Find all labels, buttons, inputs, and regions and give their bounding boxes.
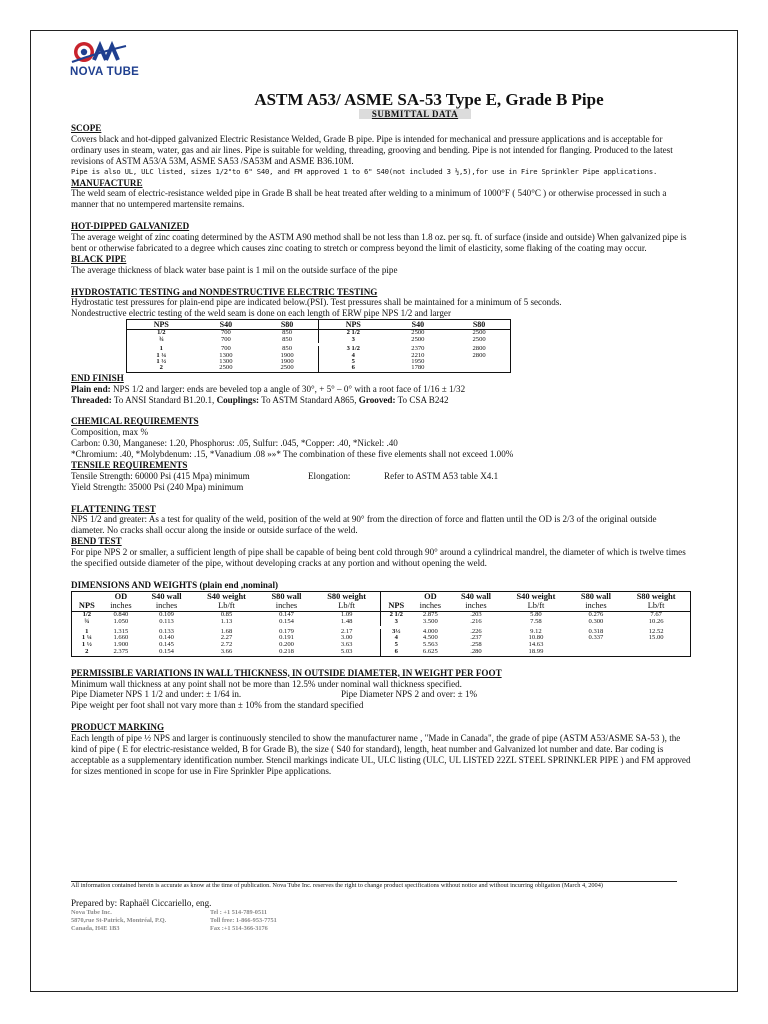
table-row — [127, 346, 511, 372]
cell-value: 7.58 — [530, 617, 542, 625]
cell-value: 0.109 — [159, 610, 174, 618]
threaded-text: To ANSI Standard B1.20.1, — [111, 394, 217, 405]
cell-value: 700 — [220, 329, 231, 337]
cell-value: .258 — [470, 641, 482, 649]
cell-value: 2800 — [472, 345, 486, 353]
chemical-heading: CHEMICAL REQUIREMENTS — [71, 416, 199, 427]
cell-value: 0.276 — [588, 610, 604, 618]
cell-value: 1/2 — [82, 610, 92, 618]
cell-value: 2370 — [411, 345, 425, 353]
variations-line-2a: Pipe Diameter NPS 1 1/2 and under: ± 1/64 in. — [71, 689, 242, 700]
company-address — [71, 909, 166, 934]
dimensions-heading: DIMENSIONS AND WEIGHTS (plain end ,nominal) — [71, 579, 279, 590]
cell-value: 700 — [220, 335, 231, 343]
cell-value: 2500 — [411, 335, 425, 343]
table-cell — [140, 611, 193, 625]
table-header: S40 wall — [460, 591, 491, 601]
table-header: S80 — [256, 320, 318, 330]
cell-value: 0.133 — [159, 627, 174, 635]
cell-value: 3 — [351, 335, 355, 343]
elongation-label: Elongation: — [308, 470, 351, 481]
cell-value: 0.300 — [588, 617, 604, 625]
cell-value: 2 — [159, 364, 163, 372]
table-cell — [388, 330, 449, 343]
galvanized-heading: HOT-DIPPED GALVANIZED — [71, 221, 190, 232]
scope-heading: SCOPE — [71, 123, 102, 133]
hydro-text-2: Nondestructive electric testing of the weld seam is done on each length of ERW pipe NPS 1/2 and larger — [71, 308, 451, 319]
chemical-line-3: *Chromium: .40, *Molybdenum: .15, *Vanadium .08 »»* The combination of these five elements shall not exceed 1.00% — [71, 449, 514, 460]
cell-value: 0.85 — [220, 610, 233, 618]
company-contact — [210, 909, 277, 934]
scope-text-2: Pipe is also UL, ULC listed, sizes 1/2"to 6" S40, and FM approved 1 to 6" S40(not included 3 ½,5),for use in Fire Sprinkler Pipe applications. — [71, 166, 658, 176]
table-cell — [411, 629, 450, 657]
cell-value: 1/2 — [157, 329, 166, 337]
table-header: NPS — [381, 591, 411, 611]
table-header: S40 wall — [151, 591, 182, 601]
end-finish-threaded — [71, 395, 691, 406]
cell-value: 0.191 — [279, 634, 294, 642]
cell-value: 0.179 — [279, 627, 294, 635]
table-unit: inches — [450, 601, 503, 611]
cell-value: 2800 — [472, 351, 486, 359]
cell-value: 10.80 — [528, 634, 544, 642]
cell-value: 3.63 — [340, 641, 353, 649]
table-cell — [102, 611, 141, 625]
cell-value: 1 ½ — [81, 641, 92, 649]
table-row — [72, 629, 691, 657]
logo-text: NOVA TUBE — [70, 66, 140, 78]
cell-value: 3.66 — [220, 647, 233, 655]
table-cell — [381, 611, 411, 625]
table-cell — [193, 611, 260, 625]
table-header: S40 — [388, 320, 449, 330]
cell-value: 1300 — [219, 351, 233, 359]
cell-value: 2500 — [472, 335, 486, 343]
table-cell — [260, 629, 313, 657]
table-cell — [388, 346, 449, 372]
cell-value: .203 — [470, 610, 482, 618]
cell-value: 1.13 — [220, 617, 233, 625]
cell-value: 0.218 — [279, 647, 294, 655]
table-cell — [448, 346, 510, 372]
cell-value: 2.375 — [113, 647, 129, 655]
couplings-label: Couplings: — [216, 394, 260, 405]
flattening-heading: FLATTENING TEST — [71, 503, 156, 514]
cell-value: 1950 — [411, 357, 425, 365]
cell-value: 3.500 — [422, 617, 438, 625]
table-cell — [502, 629, 569, 657]
table-cell — [570, 611, 623, 625]
table-header: S40 weight — [207, 591, 246, 601]
cell-value: 2 1/2 — [346, 329, 360, 337]
table-cell — [260, 611, 313, 625]
end-finish-plain — [71, 384, 691, 395]
table-header: OD — [114, 591, 128, 601]
cell-value — [571, 649, 622, 656]
cell-value: 0.200 — [279, 641, 294, 649]
cell-value: 4 — [394, 634, 398, 642]
grooved-label: Grooved: — [358, 394, 396, 405]
variations-line-1: Minimum wall thickness at any point shall not be more than 12.5% under nominal wall thickness specified. — [71, 678, 462, 689]
cell-value: 1 ¼ — [81, 634, 92, 642]
main-content — [71, 123, 691, 777]
cell-value: 0.154 — [159, 647, 174, 655]
cell-value: 10.26 — [648, 617, 664, 625]
table-cell — [313, 629, 381, 657]
cell-value: 1300 — [219, 357, 233, 365]
cell-value: 6 — [351, 364, 355, 372]
cell-value: 4.500 — [422, 634, 438, 642]
grooved-text: To CSA B242 — [395, 394, 449, 405]
cell-value: 5.03 — [340, 647, 353, 655]
flattening-text: NPS 1/2 and greater: As a test for quality of the weld, position of the weld at 90° from the direction of force and flatten until the OD is 2/3 of the original outside diameter. No cracks shall occur along the inside or outside surface of the weld. — [71, 514, 657, 536]
cell-value — [623, 649, 689, 656]
cell-value: 1.900 — [113, 641, 129, 649]
table-header: NPS — [127, 320, 196, 330]
cell-value: 1.09 — [340, 610, 353, 618]
disclaimer: All information contained herein is accurate as know at the time of publication. Nova Tube Inc. reserves the right to change product specifications without notice and without incurring obligation (March 4, 2004) — [71, 882, 603, 889]
variations-line-2b: Pipe Diameter NPS 2 and over: ± 1% — [341, 689, 478, 700]
tensile-strength: Tensile Strength: 60000 Psi (415 Mpa) minimum — [71, 470, 250, 481]
plain-end-text: NPS 1/2 and larger: ends are beveled top a angle of 30°, + 5° – 0° with a root face of 1/16 ± 1/32 — [110, 383, 466, 394]
cell-value: 1 ½ — [156, 357, 167, 365]
cell-value: 5.563 — [422, 641, 438, 649]
table-cell — [196, 346, 257, 372]
table-cell — [72, 629, 102, 657]
table-header: S40 — [196, 320, 257, 330]
table-cell — [127, 330, 196, 343]
cell-value: 15.00 — [648, 634, 664, 642]
cell-value: 1.68 — [220, 627, 233, 635]
cell-value: 12.52 — [648, 627, 664, 635]
scope-text: Covers black and hot-dipped galvanized Electric Resistance Welded, Grade B pipe. Pipe is intended for mechanical and pressure applications and is acceptable for ordinary uses in steam, water, gas and air lines. Pipe is suitable for welding, threading, grooving and bending. Pipe is not intended for flanging. Produced to the latest revisions of ASTM A53/A 53M, ASME SA53 /SA53M and ASME B36.10M. — [71, 133, 673, 166]
tensile-line-1 — [71, 471, 691, 482]
dimensions-table — [71, 591, 691, 657]
cell-value: 2.875 — [422, 610, 438, 618]
threaded-label: Threaded: — [71, 394, 112, 405]
cell-value: 1.050 — [113, 617, 129, 625]
address-line: Canada, H4E 1B3 — [71, 925, 120, 933]
cell-value: ¾ — [84, 617, 90, 625]
cell-value: 6.625 — [422, 647, 438, 655]
table-unit: Lb/ft — [622, 601, 690, 611]
table-header: S80 wall — [271, 591, 302, 601]
cell-value: 850 — [282, 345, 293, 353]
cell-value: 0.140 — [159, 634, 174, 642]
table-cell — [313, 611, 381, 625]
table-header: S80 weight — [327, 591, 367, 601]
contact-line: Fax :+1 514-366-3176 — [210, 925, 268, 933]
cell-value: 850 — [282, 335, 293, 343]
table-header: S80 wall — [580, 591, 611, 601]
table-row — [127, 330, 511, 343]
table-unit: Lb/ft — [502, 601, 569, 611]
table-cell — [450, 629, 503, 657]
table-cell — [450, 611, 503, 625]
cell-value: 2 1/2 — [389, 610, 403, 618]
cell-value: 0.113 — [159, 617, 174, 625]
table-header: S80 weight — [636, 591, 676, 601]
cell-value: 1 ¼ — [156, 351, 167, 359]
cell-value: 3½ — [392, 627, 401, 635]
bend-heading: BEND TEST — [71, 536, 122, 547]
address-line: 5870,rue St-Patrick, Montréal, P.Q. — [71, 917, 167, 925]
black-pipe-text: The average thickness of black water base paint is 1 mil on the outside surface of the pipe — [71, 264, 398, 275]
table-cell — [256, 346, 318, 372]
table-cell — [193, 629, 260, 657]
contact-line: Tel : +1 514-789-0511 — [210, 909, 268, 916]
table-cell — [196, 330, 257, 343]
cell-value: 3 1/2 — [346, 345, 360, 353]
cell-value: 1900 — [280, 351, 294, 359]
contact-line: Toll free: 1-866-953-7751 — [210, 917, 277, 925]
table-cell — [622, 611, 690, 625]
cell-value: 14.63 — [528, 641, 544, 649]
table-unit: inches — [411, 601, 450, 611]
marking-heading: PRODUCT MARKING — [71, 722, 165, 733]
cell-value: 2 — [85, 647, 89, 655]
table-unit: Lb/ft — [313, 601, 381, 611]
cell-value: 3 — [394, 617, 398, 625]
cell-value: 2500 — [472, 329, 486, 337]
table-cell — [318, 346, 387, 372]
cell-value: 2500 — [411, 329, 425, 337]
table-unit: Lb/ft — [193, 601, 260, 611]
cell-value: 1780 — [411, 364, 425, 372]
elongation-value: Refer to ASTM A53 table X4.1 — [384, 470, 499, 481]
cell-value: ¾ — [158, 335, 164, 343]
cell-value: .226 — [470, 627, 482, 635]
cell-value: 1.315 — [113, 627, 129, 635]
cell-value: .237 — [470, 634, 482, 642]
subtitle: SUBMITTAL DATA — [359, 109, 471, 119]
tensile-heading: TENSILE REQUIREMENTS — [71, 459, 188, 470]
table-cell — [140, 629, 193, 657]
cell-value: 1900 — [280, 357, 294, 365]
manufacture-heading: MANUFACTURE — [71, 177, 143, 188]
table-cell — [72, 611, 102, 625]
cell-value: 1 — [85, 627, 89, 635]
table-cell — [127, 346, 196, 372]
cell-value: .280 — [470, 647, 482, 655]
cell-value: 5.80 — [530, 610, 542, 618]
cell-value: 9.12 — [530, 627, 542, 635]
cell-value: 1.48 — [340, 617, 353, 625]
end-finish-heading: END FINISH — [71, 372, 124, 383]
table-cell — [502, 611, 569, 625]
yield-strength: Yield Strength: 35000 Psi (240 Mpa) minimum — [71, 481, 244, 492]
couplings-text: To ASTM Standard A865, — [259, 394, 359, 405]
variations-line-3: Pipe weight per foot shall not vary more than ± 10% from the standard specified — [71, 700, 364, 711]
cell-value: 700 — [220, 345, 231, 353]
black-pipe-heading: BLACK PIPE — [71, 253, 127, 264]
hydro-pressure-table — [126, 319, 511, 372]
cell-value — [450, 365, 508, 371]
cell-value: 4 — [351, 351, 355, 359]
cell-value: 0.145 — [159, 641, 174, 649]
cell-value: 3.00 — [340, 634, 353, 642]
hydro-heading: HYDROSTATIC TESTING and NONDESTRUCTIVE ELECTRIC TESTING — [71, 286, 378, 297]
table-cell — [318, 330, 387, 343]
bend-text: For pipe NPS 2 or smaller, a sufficient length of pipe shall be capable of being bent cold through 90° around a cylindrical mandrel, the diameter of which is twelve times the specified outside diameter of the pipe, without developing cracks at any portion and without opening the weld. — [71, 547, 686, 569]
variations-heading: PERMISSIBLE VARIATIONS IN WALL THICKNESS, IN OUTSIDE DIAMETER, IN WEIGHT PER FOOT — [71, 667, 502, 678]
cell-value: 0.147 — [279, 610, 294, 618]
table-cell — [570, 629, 623, 657]
cell-value: .216 — [470, 617, 482, 625]
cell-value: 2500 — [280, 364, 294, 372]
cell-value: 2.72 — [220, 641, 233, 649]
table-unit: inches — [140, 601, 193, 611]
cell-value: 4.000 — [422, 627, 438, 635]
table-cell — [411, 611, 450, 625]
cell-value: 0.337 — [588, 634, 604, 642]
table-header: NPS — [72, 591, 102, 611]
cell-value: 0.154 — [279, 617, 294, 625]
manufacture-text: The weld seam of electric-resistance welded pipe in Grade B shall be heat treated after welding to a minimum of 1000°F ( 540°C ) or otherwise processed in such a manner that no untempered martensite remains. — [71, 188, 667, 210]
table-unit: inches — [260, 601, 313, 611]
variations-line-2 — [71, 689, 691, 700]
cell-value: 18.99 — [528, 647, 544, 655]
cell-value: 0.318 — [588, 627, 604, 635]
chemical-line-2: Carbon: 0.30, Manganese: 1.20, Phosphorus: .05, Sulfur: .045, *Copper: .40, *Nickel: .40 — [71, 438, 398, 449]
cell-value: 1.660 — [113, 634, 129, 642]
hydro-text-1: Hydrostatic test pressures for plain-end pipe are indicated below.(PSI). Test pressures shall be maintained for a minimum of 5 seconds. — [71, 297, 562, 308]
cell-value: 7.67 — [650, 610, 662, 618]
prepared-by: Prepared by: Raphaël Ciccariello, eng. — [71, 898, 212, 908]
page-title: ASTM A53/ ASME SA-53 Type E, Grade B Pipe — [254, 90, 604, 109]
cell-value: 5 — [351, 357, 355, 365]
cell-value: 850 — [282, 329, 293, 337]
table-header: OD — [424, 591, 437, 601]
cell-value: 2210 — [411, 351, 425, 359]
plain-end-label: Plain end: — [71, 383, 111, 394]
table-cell — [622, 629, 690, 657]
cell-value: 2.27 — [220, 634, 233, 642]
marking-text: Each length of pipe ½ NPS and larger is continuously stenciled to show the manufacturer name , "Made in Canada", the grade of pipe (ASTM A53/ASME SA-53 ), the kind of pipe ( E for electric-resistance welded, B for Grade B), the size ( S40 for standard), length, heat number and Galvanized lot number and date. Bar coding is acceptable as a supplementary identification number. Stencil markings indicate UL, ULC listing (ULC, UL LISTED 22ZL STEEL SPRINKLER PIPE ) and FM approved for sizes mentioned in scope for use in Fire Sprinkler Pipe applications. — [71, 733, 691, 776]
table-cell — [448, 330, 510, 343]
cell-value: 6 — [394, 647, 398, 655]
table-unit: inches — [102, 601, 141, 611]
cell-value: 5 — [394, 641, 398, 649]
table-cell — [102, 629, 141, 657]
chemical-line-1: Composition, max % — [71, 427, 149, 438]
cell-value: 2500 — [219, 364, 233, 372]
table-cell — [256, 330, 318, 343]
galvanized-text: The average weight of zinc coating determined by the ASTM A90 method shall be not less than 1.8 oz. per sq. ft. of surface (inside and outside) When galvanized pipe is bent or otherwise fabricated to a degree which causes zinc coating to stretch or compress beyond the limit of elasticity, some flaking of the coating may occur. — [71, 232, 687, 253]
table-row — [72, 611, 691, 625]
table-header: NPS — [318, 320, 387, 330]
table-unit: inches — [570, 601, 623, 611]
cell-value: 0.840 — [113, 610, 129, 618]
table-cell — [381, 629, 411, 657]
table-header: S80 — [448, 320, 510, 330]
cell-value: 2.17 — [340, 627, 353, 635]
address-line: Nova Tube Inc. — [71, 909, 112, 916]
table-header: S40 weight — [516, 591, 556, 601]
cell-value: 1 — [159, 345, 163, 353]
